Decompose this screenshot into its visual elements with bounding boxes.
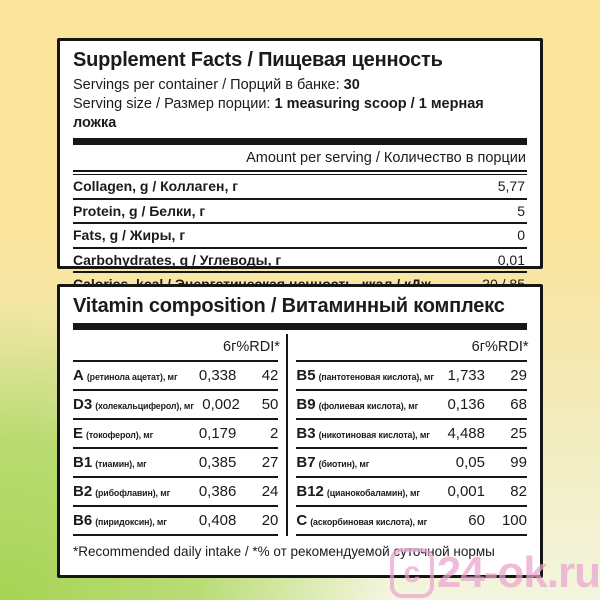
vitamin-detail: (биотин), мг: [318, 459, 370, 469]
nutrient-name: Fats, g / Жиры, г: [73, 227, 186, 244]
vitamin-detail: (пиридоксин), мг: [95, 517, 167, 527]
vitamin-detail: (ретинола ацетат), мг: [86, 372, 178, 382]
nutrient-row: [73, 200, 527, 225]
vitamin-composition-panel: [57, 284, 543, 578]
vitamin-row: [296, 391, 527, 420]
vitamin-letter: D3: [73, 396, 93, 413]
vitamin-table-right-column: [286, 334, 527, 536]
vitamin-rdi: 42: [261, 367, 279, 384]
vitamin-table-left-column: [73, 334, 286, 536]
vitamin-rdi: 82: [510, 483, 527, 500]
vitamin-detail: (тиамин), мг: [95, 459, 147, 469]
vitamin-letter: B5: [296, 367, 316, 384]
vitamin-row: [296, 507, 527, 536]
vitamin-composition-title: Vitamin composition / Витаминный комплекс: [73, 295, 505, 317]
supplement-facts-panel: [57, 38, 543, 269]
vitamin-letter: B7: [296, 454, 316, 471]
column-rdi-header: %RDI*: [484, 339, 529, 355]
vitamin-letter: B2: [73, 483, 93, 500]
vitamin-table: [73, 334, 527, 536]
column-amount-header: 6г: [471, 339, 485, 355]
vitamin-rdi: 25: [510, 425, 527, 442]
vitamin-rdi: 27: [261, 454, 279, 471]
vitamin-row: [73, 362, 278, 391]
vitamin-detail: (фолиевая кислота), мг: [318, 401, 419, 411]
nutrient-value: 0,01: [497, 251, 525, 268]
vitamin-detail: (токоферол), мг: [86, 430, 154, 440]
serving-size-label: Serving size / Размер порции:: [73, 96, 275, 112]
supplement-facts-title: Supplement Facts / Пищевая ценность: [73, 49, 443, 71]
copyright-icon: c: [390, 548, 434, 598]
servings-per-container-line: [73, 76, 527, 95]
vitamin-table-left-header: [73, 334, 278, 362]
vitamin-letter: E: [73, 425, 84, 442]
vitamin-amount: 4,488: [447, 425, 485, 442]
servings-value: 30: [343, 77, 360, 93]
vitamin-letter: A: [73, 367, 84, 384]
vitamin-letter: B3: [296, 425, 316, 442]
vitamin-row: [73, 391, 278, 420]
thick-divider-bar: [73, 323, 527, 330]
vitamin-rdi: 99: [510, 454, 527, 471]
vitamin-letter: B9: [296, 396, 316, 413]
nutrient-value: 5,77: [497, 178, 525, 195]
vitamin-rdi: 29: [510, 367, 527, 384]
nutrient-row: [73, 224, 527, 249]
vitamin-amount: 0,408: [198, 512, 237, 529]
watermark-text: 24-ok.ru: [436, 548, 600, 597]
vitamin-row: [296, 449, 527, 478]
vitamin-rdi: 100: [501, 512, 527, 529]
serving-size-value: 1 measuring scoop / 1 мерная ложка: [73, 96, 484, 131]
vitamin-letter: C: [296, 512, 308, 529]
vitamin-row: [73, 420, 278, 449]
vitamin-amount: 0,386: [198, 483, 237, 500]
vitamin-amount: 1,733: [447, 367, 485, 384]
thick-divider-bar: [73, 138, 527, 145]
rdi-footnote: *Recommended daily intake / *% от рекомендуемой суточной нормы: [73, 544, 495, 559]
vitamin-amount: 0,05: [455, 454, 485, 471]
vitamin-amount: 0,001: [447, 483, 485, 500]
vitamin-detail: (холекальциферол), мг: [95, 401, 194, 411]
vitamin-amount: 0,385: [198, 454, 237, 471]
vitamin-row: [73, 478, 278, 507]
vitamin-row: [73, 507, 278, 536]
vitamin-letter: B6: [73, 512, 93, 529]
vitamin-rdi: 68: [510, 396, 527, 413]
vitamin-row: [296, 362, 527, 391]
nutrient-name: Carbohydrates, g / Углеводы, г: [73, 251, 282, 268]
vitamin-amount: 0,179: [198, 425, 237, 442]
vitamin-rdi: 50: [261, 396, 279, 413]
vitamin-rdi: 24: [261, 483, 279, 500]
nutrient-row: [73, 175, 527, 200]
vitamin-rdi: 2: [270, 425, 279, 442]
vitamin-row: [73, 449, 278, 478]
column-amount-header: 6г: [223, 339, 237, 355]
nutrient-value: 5: [517, 202, 525, 219]
nutrient-name: Protein, g / Белки, г: [73, 202, 206, 219]
vitamin-detail: (рибофлавин), мг: [95, 488, 171, 498]
vitamin-letter: B1: [73, 454, 93, 471]
vitamin-detail: (цианокобаламин), мг: [326, 488, 420, 498]
vitamin-row: [296, 420, 527, 449]
vitamin-table-right-header: [296, 334, 527, 362]
vitamin-amount: 0,338: [198, 367, 237, 384]
vitamin-amount: 0,136: [447, 396, 485, 413]
vitamin-detail: (пантотеновая кислота), мг: [318, 372, 434, 382]
amount-per-serving-header: Amount per serving / Количество в порции: [246, 150, 526, 166]
vitamin-detail: (никотиновая кислота), мг: [318, 430, 430, 440]
vitamin-letter: B12: [296, 483, 324, 500]
vitamin-detail: (аскорбиновая кислота), мг: [310, 517, 428, 527]
servings-label: Servings per container / Порций в банке:: [73, 77, 344, 93]
nutrient-name: Collagen, g / Коллаген, г: [73, 178, 239, 195]
nutrient-value: 0: [517, 227, 525, 244]
vitamin-amount: 60: [468, 512, 485, 529]
nutrient-row: [73, 249, 527, 274]
vitamin-amount: 0,002: [202, 396, 240, 413]
serving-size-line: [73, 95, 527, 133]
vitamin-rdi: 20: [261, 512, 279, 529]
column-rdi-header: %RDI*: [236, 339, 280, 355]
vitamin-row: [296, 478, 527, 507]
